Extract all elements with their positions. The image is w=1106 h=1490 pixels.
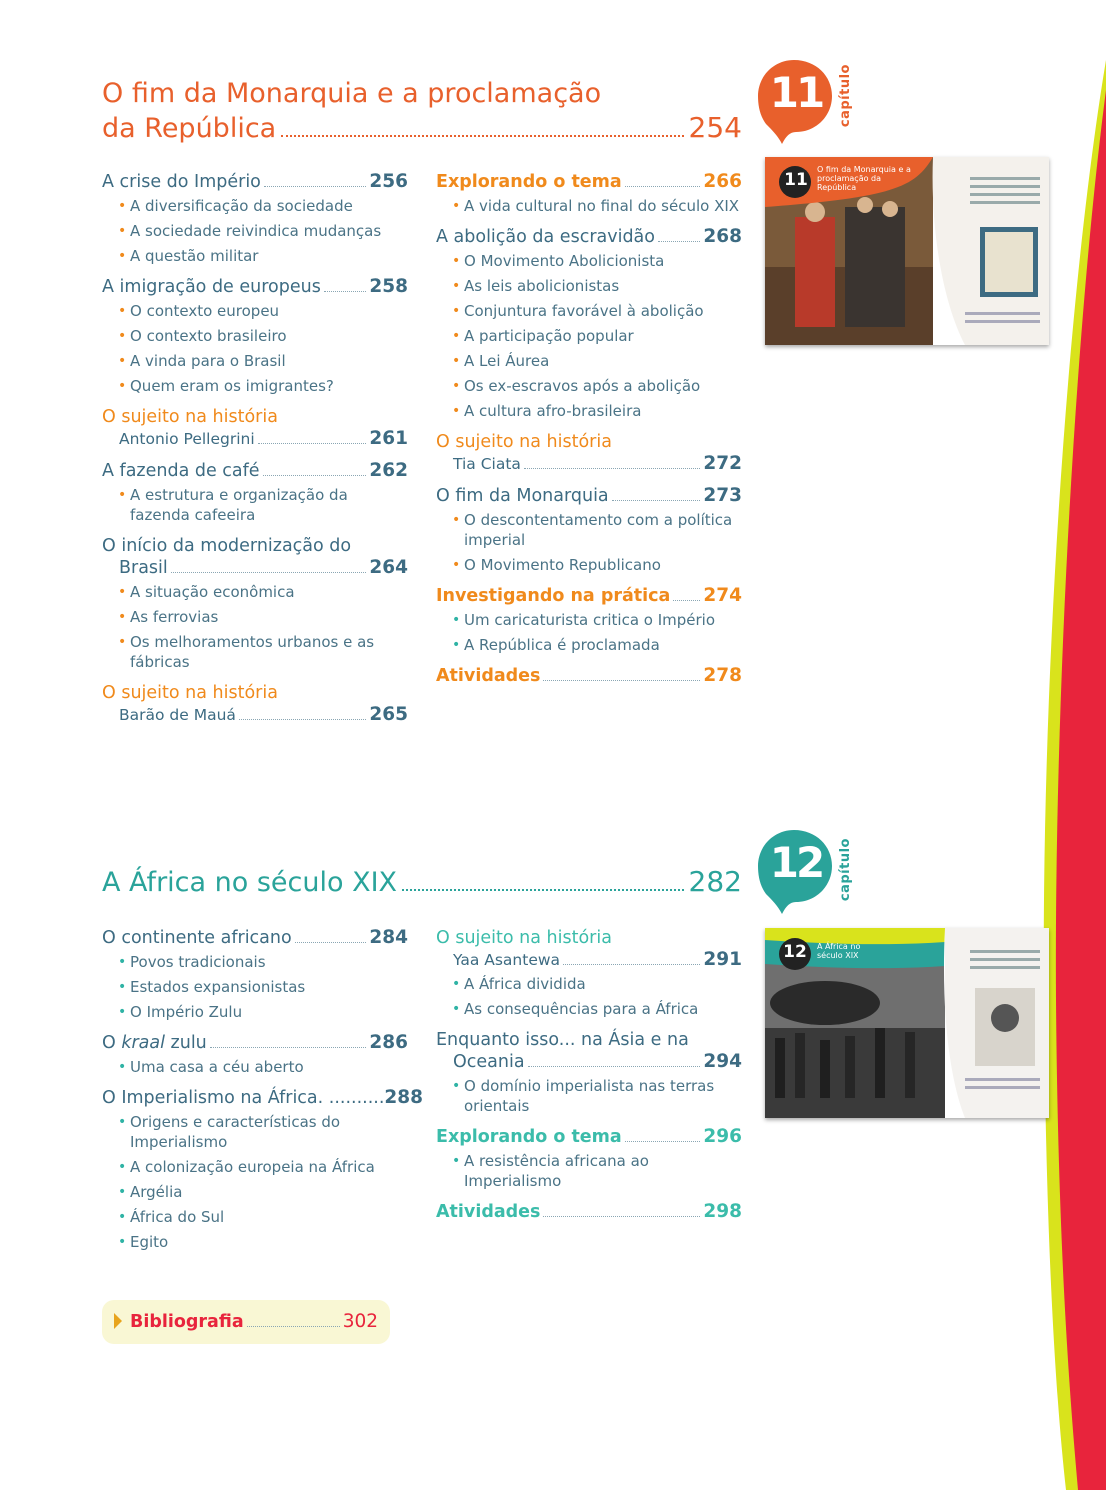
toc-subentry[interactable]: • As leis abolicionistas	[436, 276, 742, 296]
toc-subentry[interactable]: • A situação econômica	[102, 582, 408, 602]
toc-entry[interactable]: A fazenda de café 262 • A estrutura e organização da fazenda cafeeira	[102, 460, 408, 525]
chapter-label: capítulo	[838, 64, 853, 128]
toc-subentry[interactable]: • O descontentamento com a política imperial	[436, 510, 742, 550]
toc-entry-explorando[interactable]: Explorando o tema 266 • A vida cultural no final do século XIX	[436, 171, 742, 216]
toc-subentry[interactable]: • Os melhoramentos urbanos e as fábricas	[102, 632, 408, 672]
toc-subentry[interactable]: • A sociedade reivindica mudanças	[102, 221, 408, 241]
chapter-label: capítulo	[838, 838, 853, 902]
toc-entry[interactable]: A imigração de europeus 258 • O contexto europeu • O contexto brasileiro • A vinda para o Brasil • Quem eram os imigrantes?	[102, 276, 408, 396]
chapter-12-thumbnail	[765, 928, 1049, 1118]
toc-subentry[interactable]: • África do Sul	[102, 1207, 408, 1227]
chapter-11-badge	[756, 58, 856, 148]
toc-entry-atividades[interactable]: Atividades 298	[436, 1201, 742, 1222]
toc-subentry[interactable]: • Povos tradicionais	[102, 952, 408, 972]
bibliography-page: 302	[342, 1311, 378, 1332]
toc-subentry[interactable]: • Um caricaturista critica o Império	[436, 610, 742, 630]
chapter-12-page: 282	[688, 865, 742, 898]
toc-subentry[interactable]: • A colonização europeia na África	[102, 1157, 408, 1177]
toc-entry-investigando[interactable]: Investigando na prática 274 • Um caricaturista critica o Império • A República é proclamada	[436, 585, 742, 655]
thumb-11-title: O fim da Monarquia e a proclamação da República	[817, 165, 911, 192]
toc-subentry[interactable]: • A vinda para o Brasil	[102, 351, 408, 371]
toc-entry[interactable]: O Imperialismo na África. .......... 288 • Origens e características do Imperialismo • A colonização europeia na África • Argélia • África do Sul • Egito	[102, 1087, 408, 1252]
toc-subentry[interactable]: • Egito	[102, 1232, 408, 1252]
toc-subentry[interactable]: • A participação popular	[436, 326, 742, 346]
toc-subentry[interactable]: • Uma casa a céu aberto	[102, 1057, 408, 1077]
toc-subentry[interactable]: • A República é proclamada	[436, 635, 742, 655]
toc-subentry[interactable]: • Estados expansionistas	[102, 977, 408, 997]
chapter-12-left-column	[102, 927, 424, 1262]
toc-subentry[interactable]: • A diversificação da sociedade	[102, 196, 408, 216]
toc-subentry[interactable]: • O Movimento Abolicionista	[436, 251, 742, 271]
toc-subentry[interactable]: • O Movimento Republicano	[436, 555, 742, 575]
chapter-11-page: 254	[688, 111, 742, 144]
toc-subentry[interactable]: • Origens e características do Imperialismo	[102, 1112, 408, 1152]
toc-subentry[interactable]: • A vida cultural no final do século XIX	[436, 196, 742, 216]
toc-entry-sujeito[interactable]: O sujeito na história Barão de Mauá 265	[102, 683, 408, 725]
bibliography-label: Bibliografia	[130, 1312, 244, 1332]
chapter-12-number: 12	[769, 838, 823, 887]
toc-entry-explorando[interactable]: Explorando o tema 296 • A resistência africana ao Imperialismo	[436, 1126, 742, 1191]
toc-subentry[interactable]: • A cultura afro-brasileira	[436, 401, 742, 421]
chapter-11-thumbnail	[765, 157, 1049, 345]
chevron-right-icon	[114, 1313, 122, 1329]
toc-subentry[interactable]: • A questão militar	[102, 246, 408, 266]
chapter-11-title: O fim da Monarquia e a proclamação da República 254	[102, 78, 742, 144]
toc-subentry[interactable]: • As ferrovias	[102, 607, 408, 627]
thumb-11-number: 11	[784, 170, 808, 190]
chapter-11-left-column	[102, 171, 408, 736]
toc-subentry[interactable]: • O Império Zulu	[102, 1002, 408, 1022]
toc-subentry[interactable]: • O domínio imperialista nas terras orientais	[436, 1076, 742, 1116]
toc-subentry[interactable]: • A resistência africana ao Imperialismo	[436, 1151, 742, 1191]
toc-entry[interactable]: O fim da Monarquia 273 • O descontentamento com a política imperial • O Movimento Republicano	[436, 485, 742, 575]
toc-subentry[interactable]: • Quem eram os imigrantes?	[102, 376, 408, 396]
toc-subentry[interactable]: • Os ex-escravos após a abolição	[436, 376, 742, 396]
toc-entry[interactable]: Enquanto isso... na Ásia e na Oceania 294 • O domínio imperialista nas terras orientais	[436, 1029, 742, 1116]
chapter-11-right-column	[436, 171, 742, 697]
chapter-12-badge	[756, 828, 856, 918]
toc-subentry[interactable]: • Conjuntura favorável à abolição	[436, 301, 742, 321]
toc-subentry[interactable]: • O contexto europeu	[102, 301, 408, 321]
toc-subentry[interactable]: • O contexto brasileiro	[102, 326, 408, 346]
thumb-12-title: A África no século XIX	[817, 942, 861, 960]
toc-subentry[interactable]: • A estrutura e organização da fazenda cafeeira	[102, 485, 408, 525]
toc-entry[interactable]: A abolição da escravidão 268 • O Movimento Abolicionista • As leis abolicionistas • Conjuntura favorável à abolição • A participação popular • A Lei Áurea • Os ex-escravos após a abolição • A cultura afro-brasileira	[436, 226, 742, 421]
toc-entry-atividades[interactable]: Atividades 278	[436, 665, 742, 686]
toc-entry[interactable]: O kraal zulu 286 • Uma casa a céu aberto	[102, 1032, 408, 1077]
toc-entry[interactable]: A crise do Império 256 • A diversificação da sociedade • A sociedade reivindica mudanças • A questão militar	[102, 171, 408, 266]
toc-entry[interactable]: O início da modernização do Brasil 264 • A situação econômica • As ferrovias • Os melhoramentos urbanos e as fábricas	[102, 535, 408, 672]
toc-entry-sujeito[interactable]: O sujeito na história Tia Ciata 272	[436, 432, 742, 474]
chapter-12-right-column	[436, 927, 742, 1233]
toc-subentry[interactable]: • A Lei Áurea	[436, 351, 742, 371]
chapter-11-number: 11	[769, 68, 823, 117]
toc-entry[interactable]: O continente africano 284 • Povos tradicionais • Estados expansionistas • O Império Zulu	[102, 927, 408, 1022]
thumb-12-number: 12	[783, 942, 807, 962]
toc-entry-sujeito[interactable]: O sujeito na história Antonio Pellegrini 261	[102, 407, 408, 449]
bibliography-entry[interactable]	[102, 1300, 390, 1344]
toc-subentry[interactable]: • Argélia	[102, 1182, 408, 1202]
toc-entry-sujeito[interactable]: O sujeito na história Yaa Asantewa 291 • A África dividida • As consequências para a África	[436, 927, 742, 1019]
toc-subentry[interactable]: • A África dividida	[436, 974, 742, 994]
chapter-12-title: A África no século XIX 282	[102, 865, 742, 898]
toc-subentry[interactable]: • As consequências para a África	[436, 999, 742, 1019]
